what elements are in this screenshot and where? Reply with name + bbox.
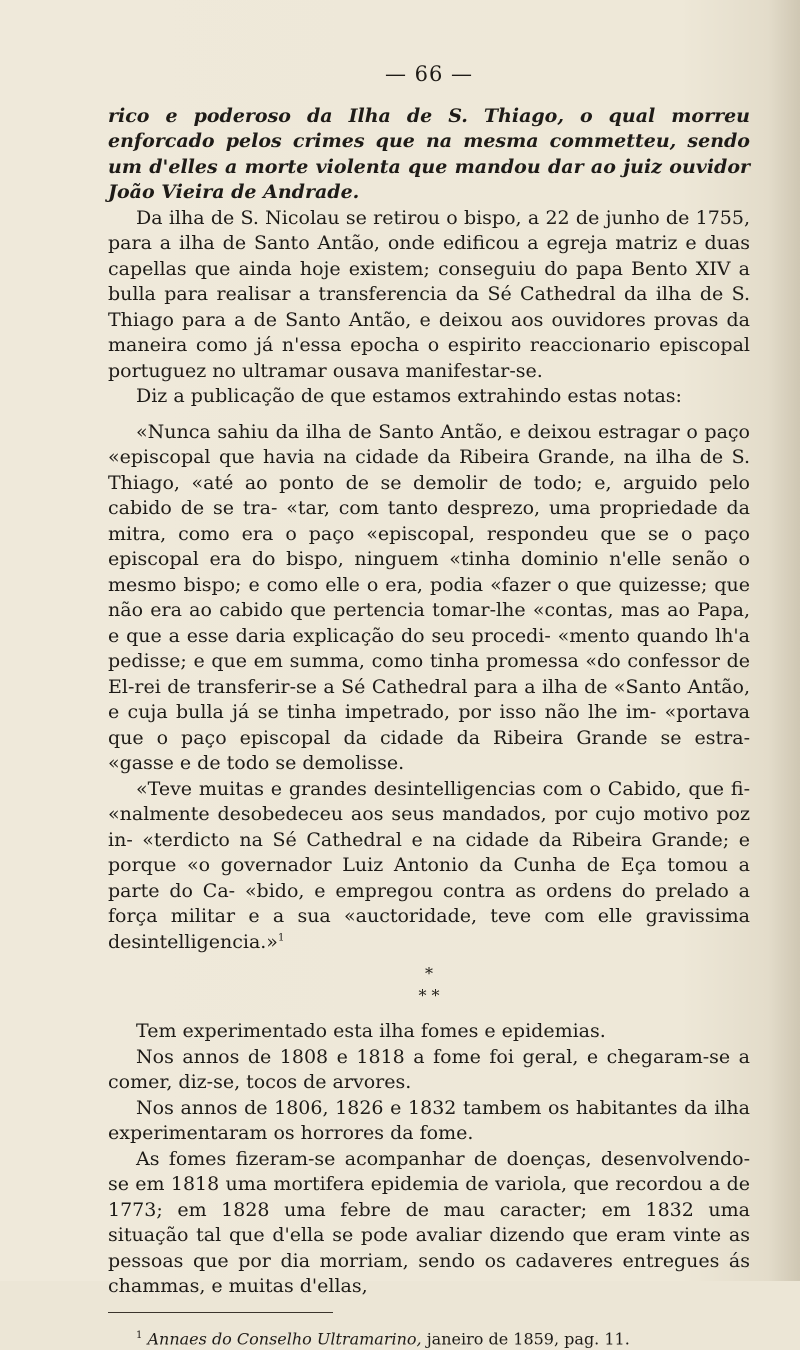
quote-paragraph-2-text: «Teve muitas e grandes desintelligencias com o Cabido, que fi- «nalmente desobedeceu aos seus mandados, por cujo motivo poz in- «terdicto na Sé Cathedral e na cidade da Ribeira Grande; e porque «o governador Luiz Antonio da Cunha de Eça tomou a parte do Ca- «bido, e empregou contra as ordens do prelado a força militar e a sua «auctoridade, teve com elle gravissima desintelligencia.» xyxy=(108,777,750,953)
footnote xyxy=(108,1325,750,1350)
footnote-reference: 1 xyxy=(277,932,285,944)
paragraph-1806-1832: Nos annos de 1806, 1826 e 1832 tambem os habitantes da ilha experimentaram os horrores da fome. xyxy=(108,1096,750,1144)
section-separator xyxy=(108,963,750,1007)
paragraph-publication-intro: Diz a publicação de que estamos extrahindo estas notas: xyxy=(136,385,682,407)
page-number: — 66 — xyxy=(384,62,474,86)
separator-star-top: * xyxy=(425,964,433,983)
paragraph-1808-1818: Nos annos de 1808 e 1818 a fome foi geral, e chegaram-se a comer, diz-se, tocos de arvores. xyxy=(108,1045,750,1093)
separator-stars-bottom: * * xyxy=(418,986,440,1005)
footnote-marker: 1 xyxy=(136,1329,143,1341)
paragraph-bishop-retreat: Da ilha de S. Nicolau se retirou o bispo, a 22 de junho de 1755, para a ilha de Santo Antão, onde edificou a egreja matriz e duas capellas que ainda hoje existem; conseguiu do papa Bento XIV a bulla para realisar a transferencia da Sé Cathedral da ilha de S. Thiago para a de Santo Antão, e deixou aos ouvidores provas da maneira como já n'essa epocha o espirito reaccionario episcopal portuguez no ultramar ousava manifestar-se. xyxy=(108,206,750,382)
paragraph-continued: rico e poderoso da Ilha de S. Thiago, o qual morreu enforcado pelos crimes que na mesma commetteu, sendo um d'elles a morte violenta que mandou dar ao juiz ouvidor João Vieira de Andrade. xyxy=(108,104,750,203)
quote-paragraph-1: «Nunca sahiu da ilha de Santo Antão, e deixou estragar o paço «episcopal que havia na cidade da Ribeira Grande, na ilha de S. Thiago, «até ao ponto de se demolir de todo; e, arguido pelo cabido de se tra- «tar, com tanto desprezo, uma propriedade da mitra, como era o paço «episcopal, respondeu que se o paço episcopal era do bispo, ninguem «tinha dominio n'elle senão o mesmo bispo; e como elle o era, podia «fazer o que quizesse; que não era ao cabido que pertencia tomar-lhe «contas, mas ao Papa, e que a esse daria explicação do seu procedi- «mento quando lh'a pedisse; e que em summa, como tinha promessa «do confessor de El-rei de transferir-se a Sé Cathedral para a ilha de «Santo Antão, e cuja bulla já se tinha impetrado, por isso não lhe im- «portava que o paço episcopal da cidade da Ribeira Grande se estra- «gasse e de todo se demolisse. xyxy=(108,420,750,774)
footnote-source: Annaes do Conselho Ultramarino, xyxy=(147,1328,422,1348)
paragraph-epidemics: As fomes fizeram-se acompanhar de doenças, desenvolvendo-se em 1818 uma mortifera epidemia de variola, que recordou a de 1773; em 1828 uma febre de mau caracter; em 1832 uma situação tal que d'ella se pode avaliar dizendo que eram vinte as pessoas que por dia morriam, sendo os cadaveres entregues ás chammas, e muitas d'ellas, xyxy=(108,1147,750,1297)
paragraph-famines: Tem experimentado esta ilha fomes e epidemias. xyxy=(136,1020,606,1042)
footnote-divider xyxy=(108,1312,333,1313)
quote-paragraph-2 xyxy=(108,777,750,956)
footnote-rest: janeiro de 1859, pag. 11. xyxy=(421,1328,630,1348)
page-content xyxy=(108,62,750,1350)
